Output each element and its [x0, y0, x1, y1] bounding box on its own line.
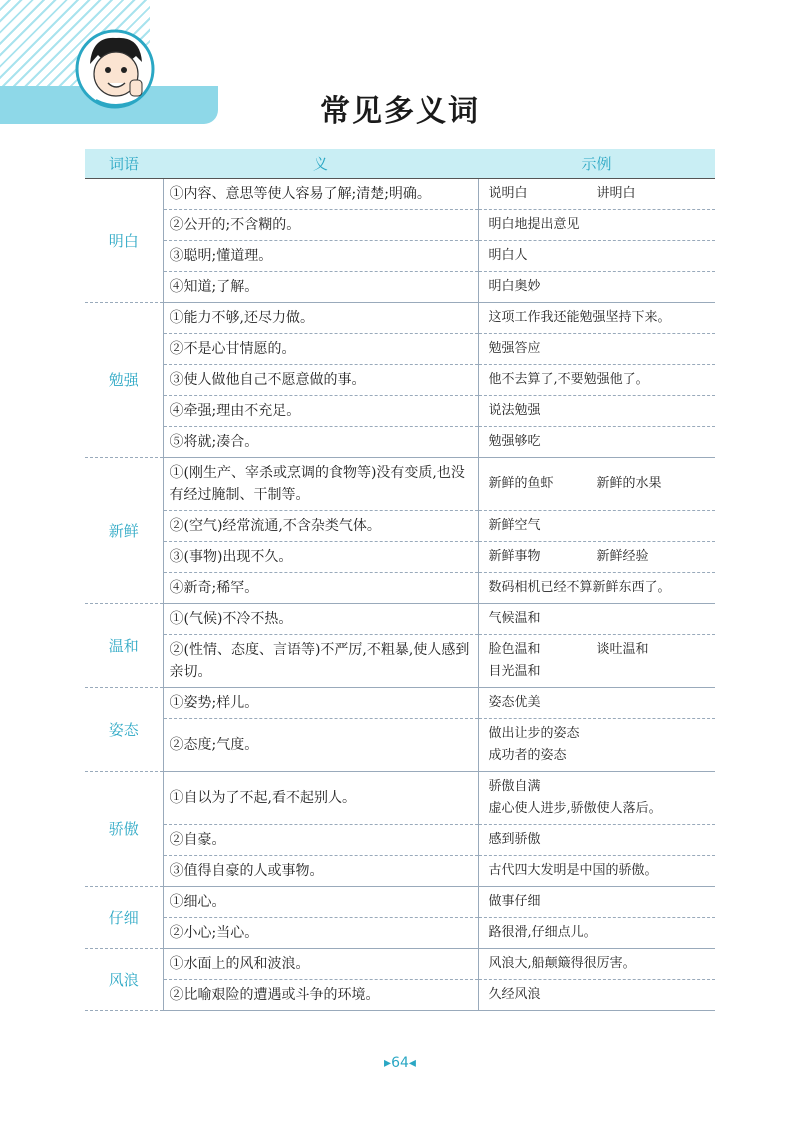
word-cell: 明白 [85, 179, 163, 303]
example-cell [478, 825, 715, 856]
word-cell: 新鲜 [85, 458, 163, 604]
example-text: 说法勉强 [488, 403, 541, 418]
table-row [85, 458, 715, 511]
table-row [85, 949, 715, 980]
table-body [85, 179, 715, 1011]
table-row [85, 856, 715, 887]
example-text: 明白地提出意见 [488, 217, 580, 232]
example-text: 做事仔细 [488, 894, 541, 909]
meaning-cell: ②小心;当心。 [163, 918, 478, 949]
example-text: 新鲜的水果 [596, 476, 662, 491]
example-line [489, 922, 708, 944]
example-cell [478, 241, 715, 272]
example-text: 明白奥妙 [488, 279, 541, 294]
table-row [85, 772, 715, 825]
word-cell: 勉强 [85, 303, 163, 458]
example-line [489, 608, 708, 630]
example-text: 这项工作我还能勉强坚持下来。 [488, 310, 671, 325]
example-cell [478, 458, 715, 511]
table-row [85, 511, 715, 542]
word-cell: 温和 [85, 604, 163, 688]
meaning-cell: ②比喻艰险的遭遇或斗争的环境。 [163, 980, 478, 1011]
example-text: 数码相机已经不算新鲜东西了。 [488, 580, 671, 595]
example-text: 姿态优美 [488, 695, 541, 710]
example-line [489, 214, 708, 236]
table-row [85, 210, 715, 241]
example-line [489, 307, 708, 329]
example-text: 做出让步的姿态 [488, 726, 580, 741]
meaning-cell: ②公开的;不含糊的。 [163, 210, 478, 241]
table-header [85, 149, 715, 179]
example-line [489, 577, 708, 599]
example-line [489, 891, 708, 913]
example-line [489, 400, 708, 422]
example-line [489, 276, 708, 298]
example-line [489, 639, 708, 661]
example-cell [478, 396, 715, 427]
example-text: 古代四大发明是中国的骄傲。 [488, 863, 658, 878]
example-cell [478, 573, 715, 604]
table-row [85, 272, 715, 303]
table-row [85, 334, 715, 365]
example-line [489, 245, 708, 267]
meaning-cell: ④新奇;稀罕。 [163, 573, 478, 604]
example-line [489, 183, 708, 205]
example-text: 虚心使人进步,骄傲使人落后。 [488, 801, 662, 816]
example-text: 骄傲自满 [488, 779, 541, 794]
meaning-cell: ③值得自豪的人或事物。 [163, 856, 478, 887]
example-text: 新鲜事物 [488, 549, 541, 564]
meaning-cell: ④知道;了解。 [163, 272, 478, 303]
example-line [489, 798, 708, 820]
example-text: 新鲜的鱼虾 [488, 476, 554, 491]
meaning-cell: ①细心。 [163, 887, 478, 918]
example-cell [478, 949, 715, 980]
example-text: 脸色温和 [488, 642, 541, 657]
example-text: 新鲜空气 [488, 518, 541, 533]
example-text: 勉强够吃 [488, 434, 541, 449]
example-line [489, 860, 708, 882]
example-line [489, 829, 708, 851]
example-text: 路很滑,仔细点儿。 [488, 925, 597, 940]
table-row [85, 303, 715, 334]
example-cell [478, 635, 715, 688]
example-line [489, 431, 708, 453]
example-cell [478, 772, 715, 825]
page-number-value: 64 [391, 1055, 409, 1071]
example-cell [478, 272, 715, 303]
example-cell [478, 303, 715, 334]
example-text: 新鲜经验 [596, 549, 649, 564]
example-text: 成功者的姿态 [488, 748, 567, 763]
meaning-cell: ①自以为了不起,看不起别人。 [163, 772, 478, 825]
polysemous-words-table [85, 149, 715, 1011]
page-title: 常见多义词 [320, 94, 480, 129]
meaning-cell: ③(事物)出现不久。 [163, 542, 478, 573]
table-row [85, 688, 715, 719]
example-line [489, 473, 708, 495]
table-row [85, 241, 715, 272]
example-text: 久经风浪 [488, 987, 541, 1002]
table-row [85, 427, 715, 458]
meaning-cell: ⑤将就;凑合。 [163, 427, 478, 458]
column-header-word: 词语 [85, 149, 163, 179]
meaning-cell: ③使人做他自己不愿意做的事。 [163, 365, 478, 396]
example-line [489, 953, 708, 975]
example-cell [478, 334, 715, 365]
meaning-cell: ③聪明;懂道理。 [163, 241, 478, 272]
example-cell [478, 365, 715, 396]
table-row [85, 542, 715, 573]
meaning-cell: ①能力不够,还尽力做。 [163, 303, 478, 334]
table-row [85, 179, 715, 210]
example-line [489, 515, 708, 537]
meaning-cell: ①(气候)不冷不热。 [163, 604, 478, 635]
meaning-cell: ①内容、意思等使人容易了解;清楚;明确。 [163, 179, 478, 210]
example-cell [478, 179, 715, 210]
example-line [489, 776, 708, 798]
example-cell [478, 918, 715, 949]
meaning-cell: ④牵强;理由不充足。 [163, 396, 478, 427]
example-cell [478, 210, 715, 241]
column-header-meaning: 义 [163, 149, 478, 179]
meaning-cell: ②态度;气度。 [163, 719, 478, 772]
table-row [85, 825, 715, 856]
example-cell [478, 427, 715, 458]
page-number-left-marker: ▸ [384, 1055, 392, 1071]
example-cell [478, 542, 715, 573]
example-line [489, 745, 708, 767]
meaning-cell: ②自豪。 [163, 825, 478, 856]
example-cell [478, 688, 715, 719]
meaning-cell: ②(性情、态度、言语等)不严厉,不粗暴,使人感到亲切。 [163, 635, 478, 688]
meaning-cell: ①(刚生产、宰杀或烹调的食物等)没有变质,也没有经过腌制、干制等。 [163, 458, 478, 511]
meaning-cell: ①姿势;样儿。 [163, 688, 478, 719]
page-number [0, 1055, 800, 1071]
example-text: 气候温和 [488, 611, 541, 626]
example-cell [478, 719, 715, 772]
meaning-cell: ②(空气)经常流通,不含杂类气体。 [163, 511, 478, 542]
example-text: 讲明白 [596, 186, 636, 201]
table-row [85, 918, 715, 949]
word-cell: 骄傲 [85, 772, 163, 887]
table-row [85, 573, 715, 604]
table-row [85, 980, 715, 1011]
example-text: 勉强答应 [488, 341, 541, 356]
example-line [489, 692, 708, 714]
example-text: 谈吐温和 [596, 642, 649, 657]
column-header-example: 示例 [478, 149, 715, 179]
example-line [489, 369, 708, 391]
table-row [85, 719, 715, 772]
example-text: 他不去算了,不要勉强他了。 [488, 372, 649, 387]
example-text: 说明白 [488, 186, 528, 201]
example-text: 明白人 [488, 248, 528, 263]
example-line [489, 723, 708, 745]
word-cell: 风浪 [85, 949, 163, 1011]
page-number-right-marker: ◂ [408, 1055, 416, 1071]
table-row [85, 604, 715, 635]
table-row [85, 365, 715, 396]
example-cell [478, 980, 715, 1011]
meaning-cell: ②不是心甘情愿的。 [163, 334, 478, 365]
table-row [85, 887, 715, 918]
table-row [85, 635, 715, 688]
example-text: 感到骄傲 [488, 832, 541, 847]
example-cell [478, 511, 715, 542]
example-line [489, 984, 708, 1006]
example-text: 目光温和 [488, 664, 541, 679]
example-text: 风浪大,船颠簸得很厉害。 [488, 956, 636, 971]
example-line [489, 338, 708, 360]
example-cell [478, 887, 715, 918]
example-cell [478, 856, 715, 887]
word-cell: 仔细 [85, 887, 163, 949]
meaning-cell: ①水面上的风和波浪。 [163, 949, 478, 980]
example-cell [478, 604, 715, 635]
word-cell: 姿态 [85, 688, 163, 772]
example-line [489, 546, 708, 568]
table-row [85, 396, 715, 427]
example-line [489, 661, 708, 683]
